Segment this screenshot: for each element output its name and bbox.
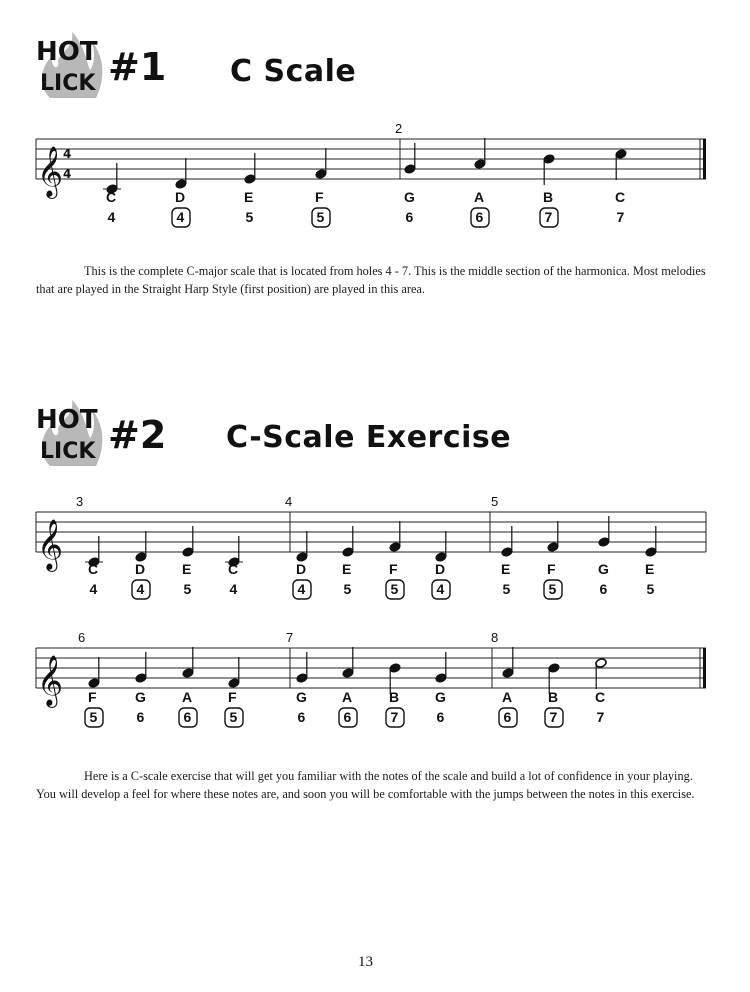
hole-number: 5 [646, 581, 655, 597]
measure-number: 2 [395, 121, 403, 136]
hole-number: 5 [316, 209, 325, 225]
hole-number: 5 [245, 209, 254, 225]
note-name: F [547, 561, 556, 577]
note-name: G [598, 561, 609, 577]
hole-number: 4 [436, 581, 445, 597]
time-signature-bottom: 4 [63, 167, 72, 181]
measure-number: 5 [491, 494, 499, 509]
lick2-description: Here is a C-scale exercise that will get you familiar with the notes of the scale and build a lot of confidence in your playing. You will develop a feel for where these notes are, and soon you will be comfortable with the jumps between the notes in this exercise. [36, 769, 695, 801]
hole-number: 5 [229, 709, 238, 725]
measure-number: 7 [286, 630, 294, 645]
note-name: A [502, 689, 513, 705]
note-name: E [244, 189, 254, 205]
lick-number-2: #2 [108, 413, 167, 457]
note-name: G [135, 689, 146, 705]
note-name: B [548, 689, 559, 705]
hole-number: 6 [503, 709, 512, 725]
note-name: C [88, 561, 99, 577]
note-name: F [228, 689, 237, 705]
hole-number: 6 [436, 709, 445, 725]
hole-number: 4 [297, 581, 306, 597]
measure-number: 4 [285, 494, 293, 509]
note-name: A [474, 189, 485, 205]
note-name: C [106, 189, 117, 205]
note-name: G [404, 189, 415, 205]
note-name: D [135, 561, 146, 577]
note-name: E [501, 561, 511, 577]
note-name: F [315, 189, 324, 205]
lick1-description: This is the complete C-major scale that is located from holes 4 - 7. This is the middle section of the harmonica. Most melodies that are played in the Straight Harp Style (first position) are played in this area. [36, 264, 706, 296]
note-name: C [595, 689, 606, 705]
hole-number: 4 [107, 209, 116, 225]
note-name: E [342, 561, 352, 577]
hole-number: 6 [475, 209, 484, 225]
hole-number: 5 [390, 581, 399, 597]
measure-number: 3 [76, 494, 84, 509]
note-name: B [389, 689, 400, 705]
hole-number: 5 [548, 581, 557, 597]
hole-number: 4 [136, 581, 145, 597]
note-name: B [543, 189, 554, 205]
lick-title-1: C Scale [230, 54, 357, 89]
treble-clef-icon: 𝄞 [37, 519, 64, 570]
note-name: D [175, 189, 186, 205]
note-name: F [389, 561, 398, 577]
hole-number: 4 [89, 581, 98, 597]
hole-number: 6 [183, 709, 192, 725]
hole-number: 5 [183, 581, 192, 597]
note-name: E [645, 561, 655, 577]
note-name: E [182, 561, 192, 577]
time-signature-top: 4 [63, 147, 72, 161]
note-name: C [615, 189, 626, 205]
note-name: G [296, 689, 307, 705]
hole-number: 5 [502, 581, 511, 597]
hole-number: 7 [544, 209, 553, 225]
hole-number: 6 [297, 709, 306, 725]
hole-number: 4 [229, 581, 238, 597]
final-bar-thick [703, 139, 706, 179]
note-name: A [182, 689, 193, 705]
hole-number: 5 [343, 581, 352, 597]
hole-number: 7 [390, 709, 399, 725]
page-number: 13 [358, 954, 373, 970]
hole-number: 6 [599, 581, 608, 597]
note-name: A [342, 689, 353, 705]
logo-word-lick: LICK [40, 71, 96, 96]
hole-number: 5 [89, 709, 98, 725]
lick-title-2: C-Scale Exercise [226, 420, 512, 455]
note-name: G [435, 689, 446, 705]
hole-number: 7 [549, 709, 558, 725]
note-name: C [228, 561, 239, 577]
hole-number: 6 [343, 709, 352, 725]
treble-clef-icon: 𝄞 [37, 146, 64, 197]
hole-number: 4 [176, 209, 185, 225]
hole-number: 7 [616, 209, 625, 225]
logo-word-lick: LICK [40, 439, 96, 464]
hole-number: 6 [136, 709, 145, 725]
note-name: D [435, 561, 446, 577]
measure-number: 8 [491, 630, 499, 645]
logo-word-hot: HOT [36, 37, 98, 67]
final-bar-thick [703, 648, 706, 688]
hole-number: 7 [596, 709, 605, 725]
lick-number-1: #1 [108, 45, 167, 89]
treble-clef-icon: 𝄞 [37, 655, 64, 706]
measure-number: 6 [78, 630, 86, 645]
hole-number: 6 [405, 209, 414, 225]
logo-word-hot: HOT [36, 405, 98, 435]
note-name: F [88, 689, 97, 705]
note-name: D [296, 561, 307, 577]
